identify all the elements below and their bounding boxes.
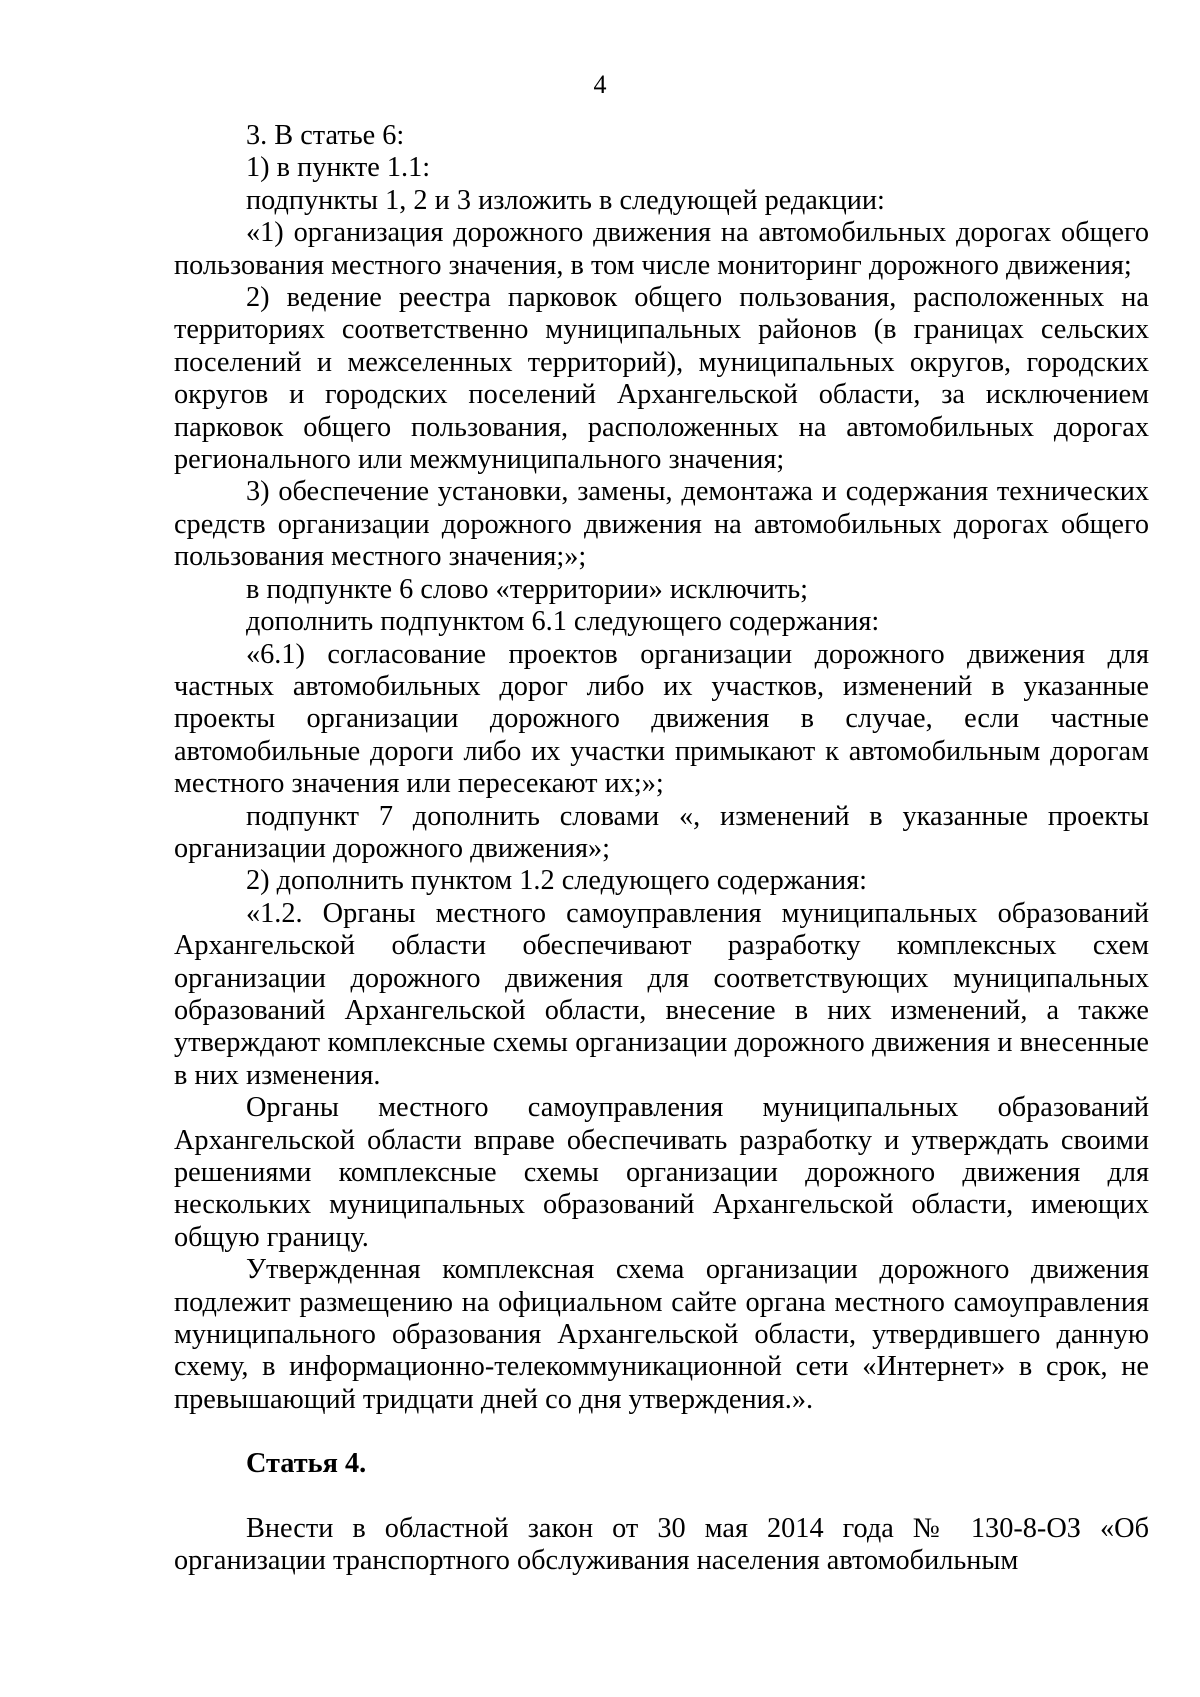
spacer — [174, 1481, 1149, 1513]
paragraph: 2) дополнить пунктом 1.2 следующего содержания: — [246, 865, 867, 897]
paragraph: 3. В статье 6: — [246, 120, 405, 151]
paragraph: Утвержденная комплексная схема организации дорожного движения подлежит размещению на официальном сайте органа местного самоуправления муниципального образования Архангельской области, утвердившего данную схему, в информационно-телекоммуникационной сети «Интернет» в срок, не превышающий тридцати дней со дня утверждения.». — [174, 1254, 1149, 1415]
paragraph: 1) в пункте 1.1: — [246, 152, 431, 184]
paragraph: 2) ведение реестра парковок общего пользования, расположенных на территориях соответственно муниципальных районов (в границах сельских поселений и межселенных территорий), муниципальных округов, городских округов и городских поселений Архангельской области, за исключением парковок общего пользования, расположенных на автомобильных дорогах регионального или межмуниципального значения; — [174, 282, 1149, 476]
paragraph: подпункты 1, 2 и 3 изложить в следующей редакции: — [246, 184, 885, 216]
paragraph: «1.2. Органы местного самоуправления муниципальных образований Архангельской области обеспечивают разработку комплексных схем организации дорожного движения для соответствующих муниципальных образований Архангельской области, внесение в них изменений, а также утверждают комплексные схемы организации дорожного движения и внесенные в них изменения. — [174, 897, 1149, 1091]
paragraph: Внести в областной закон от 30 мая 2014 года № 130-8-ОЗ «Об организации транспортного обслуживания населения автомобильным — [174, 1512, 1149, 1577]
article-heading: Статья 4. — [246, 1448, 367, 1480]
paragraph: «1) организация дорожного движения на автомобильных дорогах общего пользования местного значения, в том числе мониторинг дорожного движения; — [174, 217, 1149, 281]
page-number: 4 — [593, 70, 607, 99]
spacer — [174, 1416, 1149, 1448]
paragraph: «6.1) согласование проектов организации дорожного движения для частных автомобильных дорог либо их участков, изменений в указанные проекты организации дорожного движения в случае, если частные автомобильные дороги либо их участки примыкают к автомобильным дорогам местного значения или пересекают их;»; — [174, 638, 1149, 800]
paragraph: Органы местного самоуправления муниципальных образований Архангельской области вправе обеспечивать разработку и утверждать своими решениями комплексные схемы организации дорожного движения для нескольких муниципальных образований Архангельской области, имеющих общую границу. — [174, 1092, 1149, 1253]
paragraph: в подпункте 6 слово «территории» исключить; — [246, 573, 809, 605]
paragraph: 3) обеспечение установки, замены, демонтажа и содержания технических средств организации дорожного движения на автомобильных дорогах общего пользования местного значения;»; — [174, 476, 1149, 573]
paragraph: дополнить подпунктом 6.1 следующего содержания: — [246, 606, 880, 638]
paragraph: подпункт 7 дополнить словами «, изменений в указанные проекты организации дорожного движения»; — [174, 800, 1149, 864]
document-body — [174, 120, 1149, 1577]
